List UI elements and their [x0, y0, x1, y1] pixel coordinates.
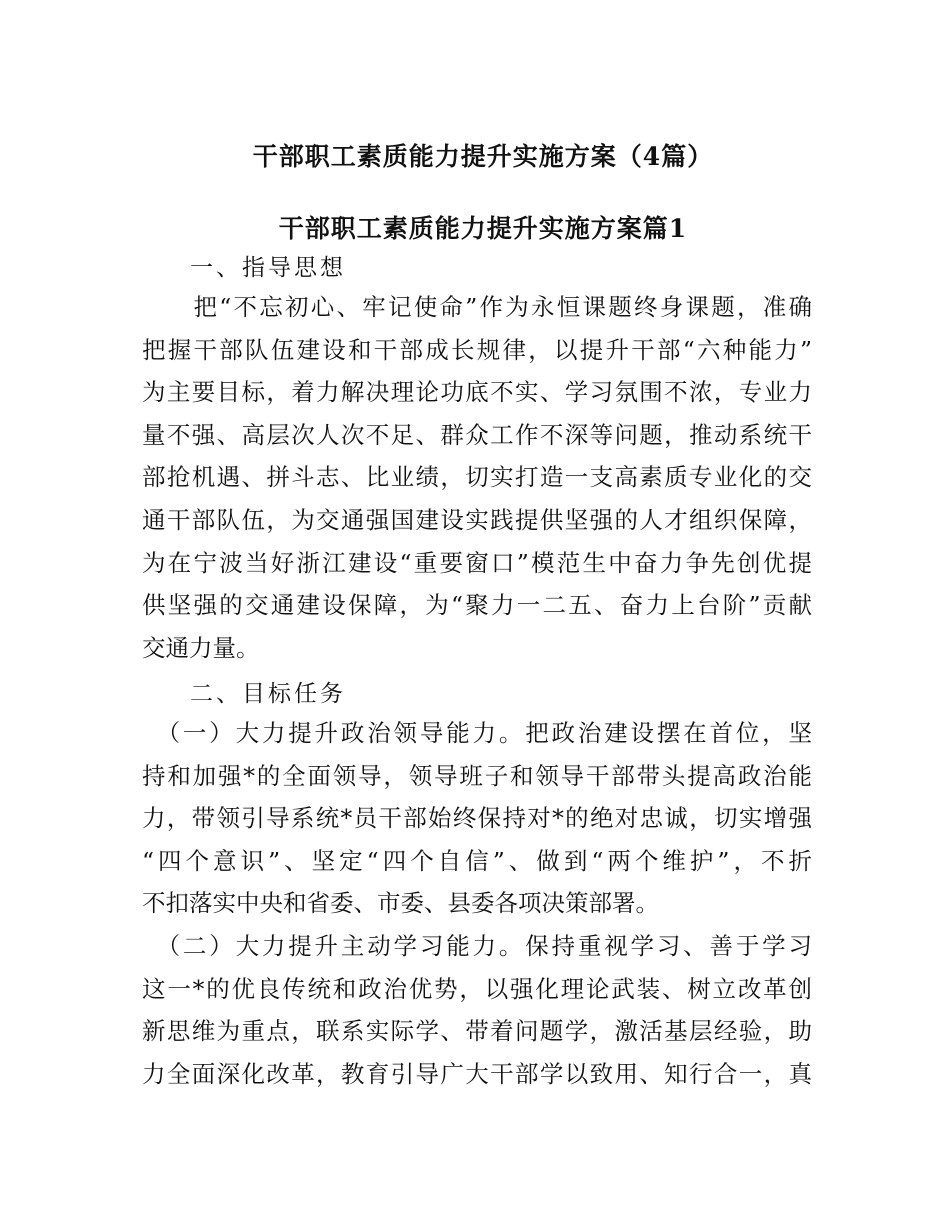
document-title: 干部职工素质能力提升实施方案（4篇） [252, 142, 714, 171]
paragraph-line: 这一*的优良传统和政治优势，以强化理论武装、树立改革创 [142, 974, 812, 1003]
paragraph-line: 力全面深化改革，教育引导广大干部学以致用、知行合一，真 [142, 1059, 812, 1088]
paragraph-line: 量不强、高层次人次不足、群众工作不深等问题，推动系统干 [142, 420, 812, 449]
paragraph-line: “四个意识”、坚定“四个自信”、做到“两个维护”，不折 [142, 846, 812, 875]
paragraph-line: 通干部队伍，为交通强国建设实践提供坚强的人才组织保障， [142, 505, 812, 534]
paragraph-line: 持和加强*的全面领导，领导班子和领导干部带头提高政治能 [142, 761, 812, 790]
paragraph-line: （二）大力提升主动学习能力。保持重视学习、善于学习 [142, 932, 812, 960]
paragraph-line: 不扣落实中央和省委、市委、县委各项决策部署。 [142, 889, 659, 918]
paragraph-line: 把“不忘初心、牢记使命”作为永恒课题终身课题，准确 [142, 293, 812, 321]
paragraph-line: 力，带领引导系统*员干部始终保持对*的绝对忠诚，切实增强 [142, 804, 812, 833]
paragraph-line: 新思维为重点，联系实际学、带着问题学，激活基层经验，助 [142, 1017, 812, 1046]
section-heading-guiding-ideology: 一、指导思想 [190, 255, 346, 281]
paragraph-line: 部抢机遇、拼斗志、比业绩，切实打造一支高素质专业化的交 [142, 463, 812, 492]
paragraph-line: 交通力量。 [142, 633, 260, 662]
section-heading-goals-tasks: 二、目标任务 [190, 681, 346, 707]
paragraph-active-learning [142, 925, 812, 1095]
paragraph-line: 把握干部队伍建设和干部成长规律，以提升干部“六种能力” [142, 335, 812, 364]
paragraph-guiding-ideology [142, 286, 812, 669]
paragraph-line: 供坚强的交通建设保障，为“聚力一二五、奋力上台阶”贡献 [142, 591, 812, 620]
paragraph-line: 为主要目标，着力解决理论功底不实、学习氛围不浓，专业力 [142, 378, 812, 407]
paragraph-line: （一）大力提升政治领导能力。把政治建设摆在首位，坚 [142, 719, 812, 747]
document-subtitle: 干部职工素质能力提升实施方案篇1 [278, 214, 688, 243]
paragraph-line: 为在宁波当好浙江建设“重要窗口”模范生中奋力争先创优提 [142, 548, 812, 577]
paragraph-political-leadership [142, 712, 812, 925]
